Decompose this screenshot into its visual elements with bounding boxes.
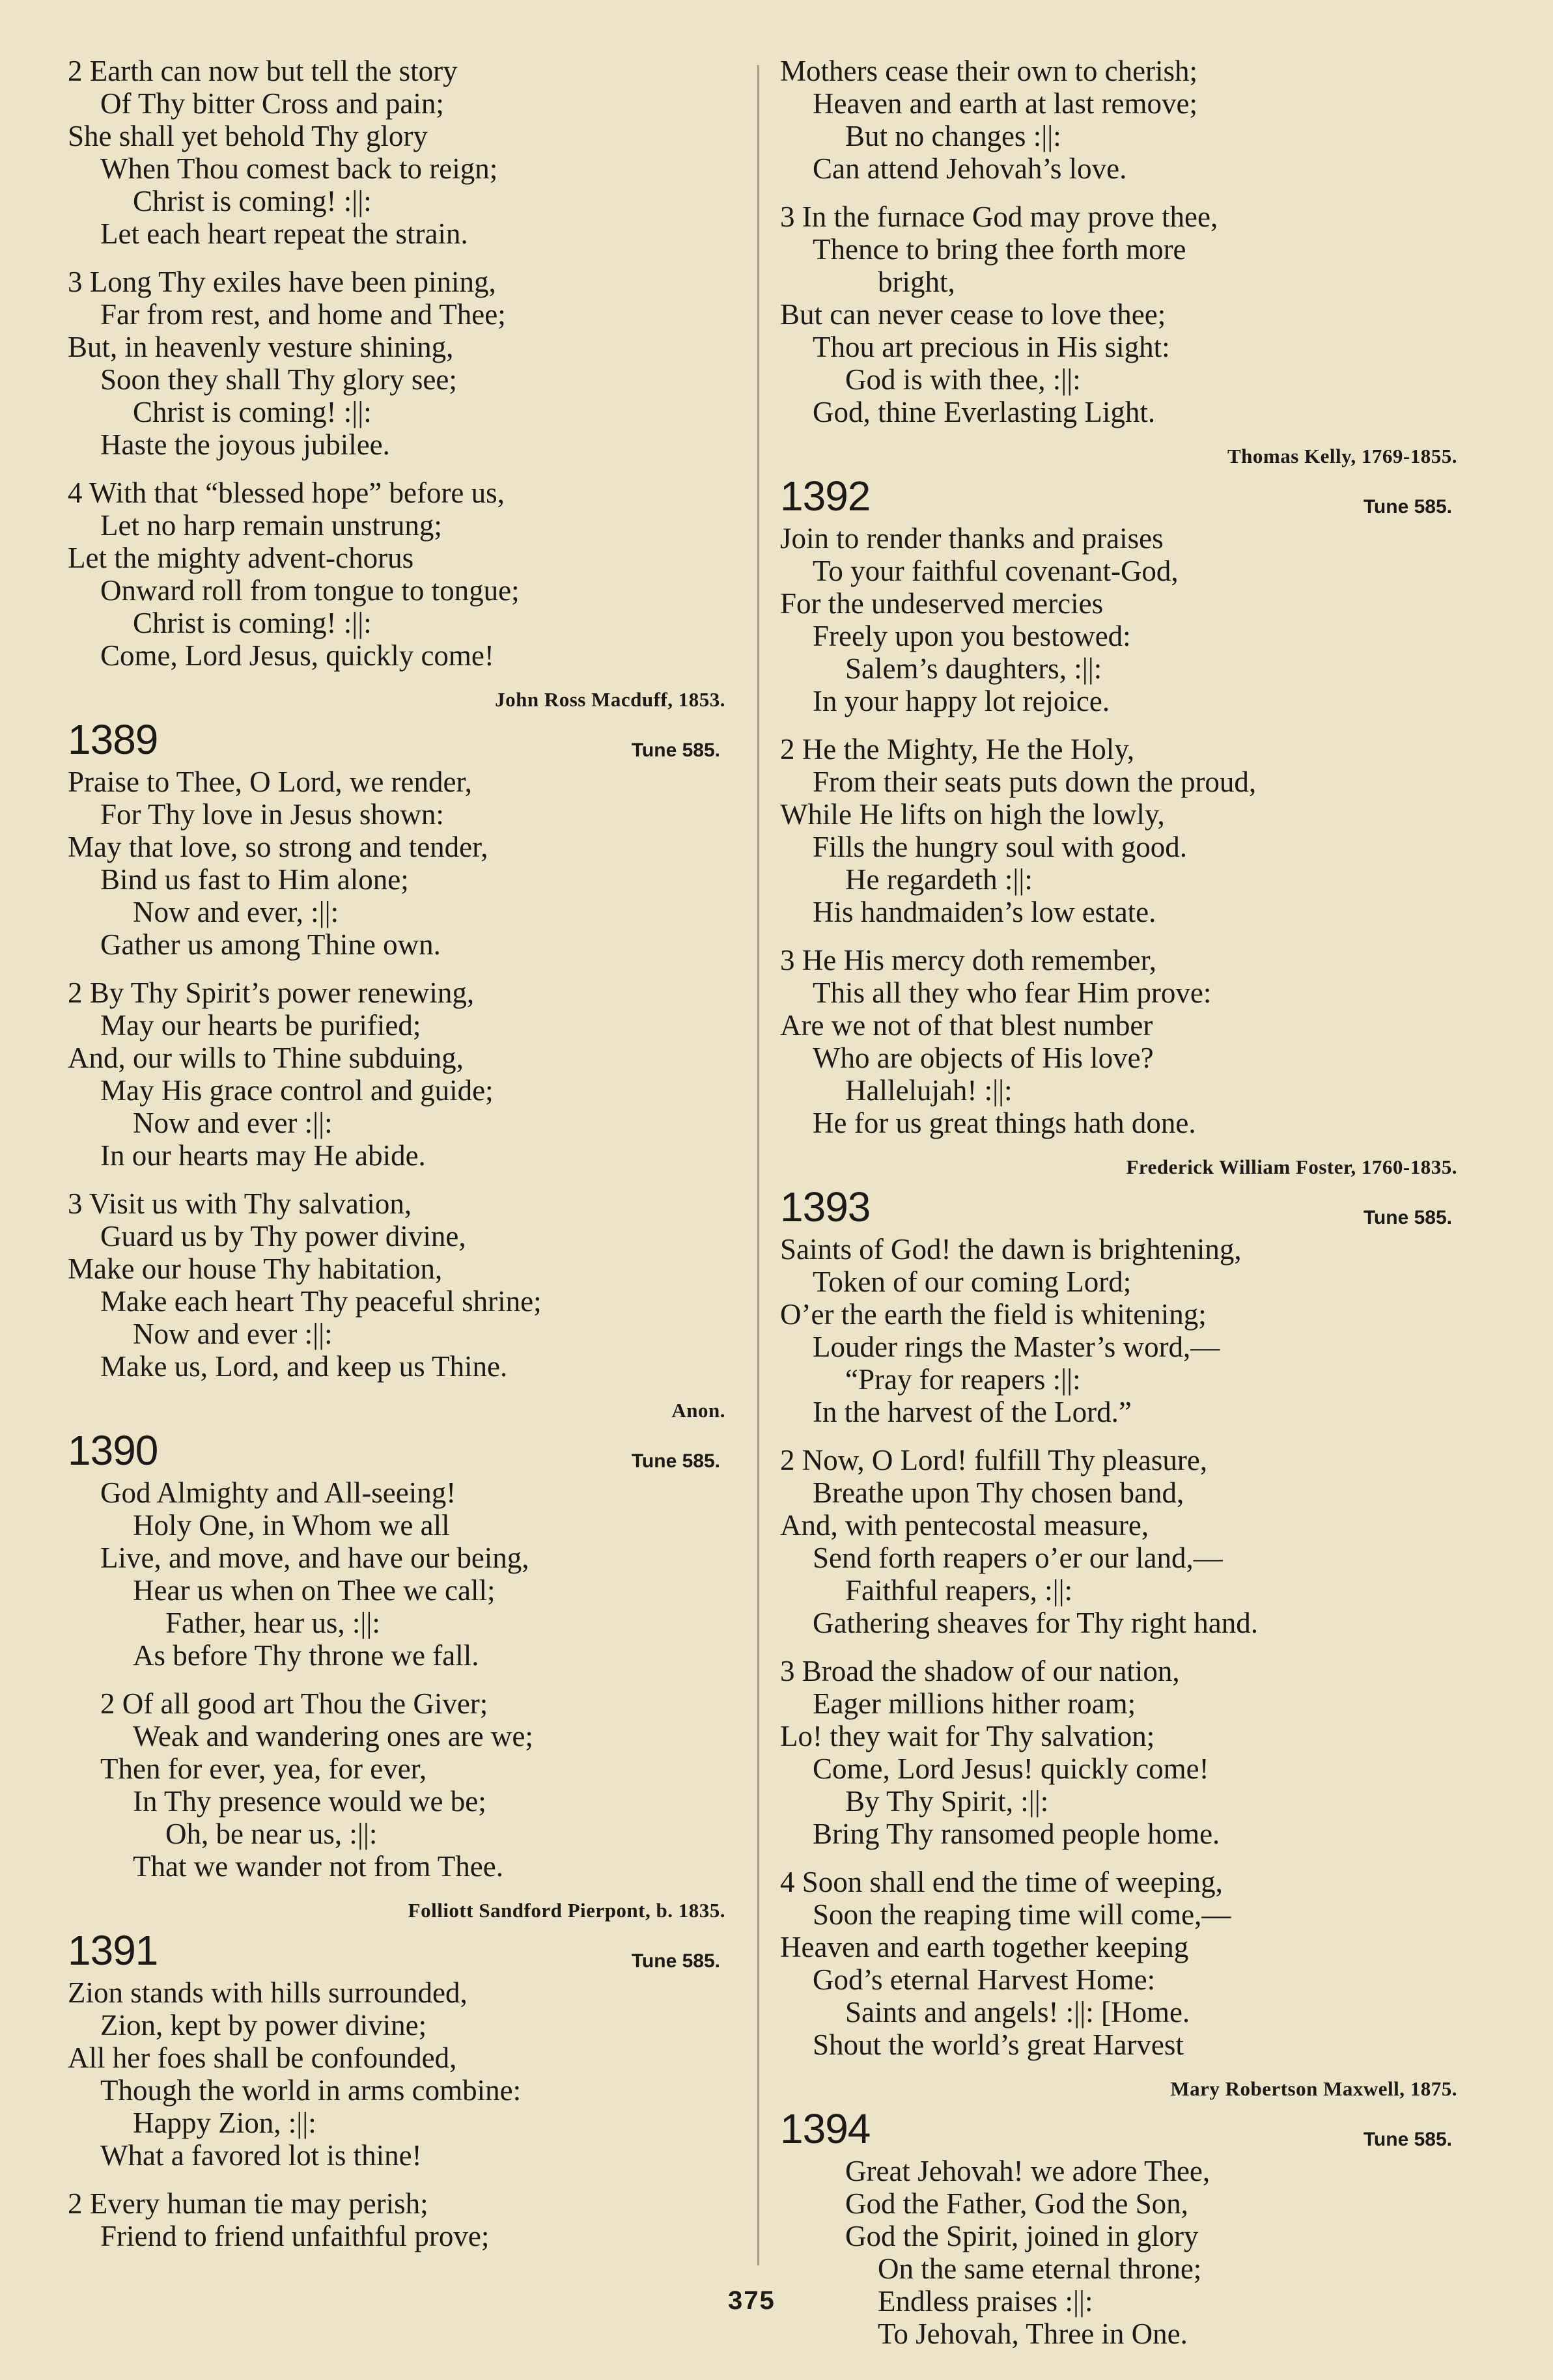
verse-line: 3 Visit us with Thy salvation, — [68, 1187, 412, 1220]
page-number: 375 — [728, 2286, 776, 2315]
verse-line: Endless praises :||: — [878, 2285, 1093, 2318]
author-credit: Anon. — [671, 1399, 725, 1422]
author-credit: John Ross Macduff, 1853. — [495, 688, 725, 711]
verse-line: What a favored lot is thine! — [100, 2139, 422, 2172]
stanza — [68, 266, 725, 461]
verse-line: On the same eternal throne; — [878, 2252, 1202, 2285]
verse-line: Soon they shall Thy glory see; — [100, 363, 457, 396]
verse-line: This all they who fear Him prove: — [813, 976, 1212, 1009]
verse-line: Make us, Lord, and keep us Thine. — [100, 1350, 508, 1383]
verse-line: And, our wills to Thine subduing, — [68, 1042, 464, 1074]
verse-line: Heaven and earth at last remove; — [813, 87, 1197, 120]
verse-line: 3 In the furnace God may prove thee, — [780, 201, 1218, 233]
verse-line: Faithful reapers, :||: — [845, 1574, 1073, 1607]
verse-line: Praise to Thee, O Lord, we render, — [68, 766, 472, 798]
verse-line: 4 Soon shall end the time of weeping, — [780, 1866, 1223, 1898]
verse-line: 2 Every human tie may perish; — [68, 2187, 428, 2220]
verse-line: Fills the hungry soul with good. — [813, 831, 1188, 863]
hymn-number: 1393 — [780, 1183, 871, 1230]
hymn-header — [68, 1926, 725, 1976]
stanza — [780, 55, 1457, 185]
verse-line: By Thy Spirit, :||: — [845, 1785, 1049, 1818]
stanza — [780, 1233, 1457, 1428]
verse-line: Let the mighty advent-chorus — [68, 542, 414, 574]
verse-line: Make each heart Thy peaceful shrine; — [100, 1285, 542, 1318]
stanza — [68, 1687, 725, 1883]
tune-reference: Tune 585. — [1363, 1207, 1452, 1228]
tune-reference: Tune 585. — [631, 1950, 720, 1972]
verse-line: Make our house Thy habitation, — [68, 1252, 443, 1285]
verse-line: Gather us among Thine own. — [100, 928, 441, 961]
verse-line: 4 With that “blessed hope” before us, — [68, 477, 505, 509]
stanza — [780, 944, 1457, 1139]
verse-line: Now and ever :||: — [133, 1107, 333, 1139]
verse-line: Zion, kept by power divine; — [100, 2009, 427, 2041]
verse-line: Friend to friend unfaithful prove; — [100, 2220, 490, 2252]
verse-line: Happy Zion, :||: — [133, 2107, 316, 2139]
verse-line: Saints of God! the dawn is brightening, — [780, 1233, 1242, 1266]
verse-line: Who are objects of His love? — [813, 1042, 1154, 1074]
verse-line: To Jehovah, Three in One. — [878, 2318, 1188, 2350]
verse-line: May His grace control and guide; — [100, 1074, 494, 1107]
stanza — [780, 1866, 1457, 2061]
hymn-header — [68, 1426, 725, 1476]
verse-line: But no changes :||: — [845, 120, 1061, 152]
stanza — [68, 1187, 725, 1383]
stanza — [68, 1976, 725, 2172]
stanza — [780, 522, 1457, 717]
verse-line: Bring Thy ransomed people home. — [813, 1818, 1220, 1850]
stanza — [68, 2187, 725, 2252]
verse-line: For Thy love in Jesus shown: — [100, 798, 444, 831]
verse-line: Father, hear us, :||: — [165, 1607, 380, 1639]
stanza — [780, 2155, 1457, 2350]
author-credit: Folliott Sandford Pierpont, b. 1835. — [408, 1899, 725, 1922]
verse-line: Guard us by Thy power divine, — [100, 1220, 466, 1252]
verse-line: Let each heart repeat the strain. — [100, 217, 468, 250]
verse-line: Send forth reapers o’er our land,— — [813, 1542, 1223, 1574]
verse-line: That we wander not from Thee. — [133, 1850, 503, 1883]
tune-reference: Tune 585. — [1363, 2129, 1452, 2150]
right-column — [780, 55, 1457, 2366]
verse-line: 3 He His mercy doth remember, — [780, 944, 1157, 976]
hymn-header — [68, 715, 725, 766]
author-credit: Thomas Kelly, 1769-1855. — [1227, 445, 1457, 467]
verse-line: God Almighty and All-seeing! — [100, 1476, 456, 1509]
verse-line: God the Father, God the Son, — [845, 2187, 1188, 2220]
stanza — [68, 477, 725, 672]
verse-line: While He lifts on high the lowly, — [780, 798, 1165, 831]
verse-line: Soon the reaping time will come,— — [813, 1898, 1231, 1931]
verse-line: “Pray for reapers :||: — [845, 1363, 1081, 1396]
author-credit: Mary Robertson Maxwell, 1875. — [1170, 2077, 1457, 2100]
verse-line: To your faithful covenant-God, — [813, 555, 1179, 587]
author-credit: Frederick William Foster, 1760-1835. — [1126, 1155, 1457, 1178]
verse-line: Now and ever, :||: — [133, 896, 339, 928]
stanza — [68, 766, 725, 961]
verse-line: But, in heavenly vesture shining, — [68, 331, 454, 363]
verse-line: 2 By Thy Spirit’s power renewing, — [68, 976, 475, 1009]
hymn-header — [780, 2104, 1457, 2155]
verse-line: Then for ever, yea, for ever, — [100, 1752, 427, 1785]
verse-line: He regardeth :||: — [845, 863, 1033, 896]
verse-line: Weak and wandering ones are we; — [133, 1720, 533, 1752]
stanza — [68, 55, 725, 250]
verse-line: Christ is coming! :||: — [133, 185, 372, 217]
verse-line: 3 Broad the shadow of our nation, — [780, 1655, 1180, 1687]
verse-line: In the harvest of the Lord.” — [813, 1396, 1132, 1428]
verse-line: Join to render thanks and praises — [780, 522, 1164, 555]
verse-line: But can never cease to love thee; — [780, 298, 1166, 331]
verse-line: For the undeserved mercies — [780, 587, 1104, 620]
verse-line: O’er the earth the field is whitening; — [780, 1298, 1207, 1331]
stanza — [780, 1444, 1457, 1639]
verse-line: Heaven and earth together keeping — [780, 1931, 1189, 1963]
tune-reference: Tune 585. — [631, 740, 720, 761]
hymn-number: 1394 — [780, 2105, 871, 2152]
verse-line: Live, and move, and have our being, — [100, 1542, 529, 1574]
verse-line: His handmaiden’s low estate. — [813, 896, 1156, 928]
verse-line: God, thine Everlasting Light. — [813, 396, 1156, 428]
verse-line: From their seats puts down the proud, — [813, 766, 1257, 798]
verse-line: 2 He the Mighty, He the Holy, — [780, 733, 1135, 766]
verse-line: God the Spirit, joined in glory — [845, 2220, 1199, 2252]
verse-line: In Thy presence would we be; — [133, 1785, 486, 1818]
verse-line: Thence to bring thee forth more — [813, 233, 1186, 266]
verse-line: Come, Lord Jesus, quickly come! — [100, 639, 494, 672]
hymn-number: 1391 — [68, 1927, 158, 1974]
verse-line: Oh, be near us, :||: — [165, 1818, 378, 1850]
verse-line: Eager millions hither roam; — [813, 1687, 1136, 1720]
verse-line: Lo! they wait for Thy salvation; — [780, 1720, 1155, 1752]
stanza — [68, 976, 725, 1172]
verse-line: Token of our coming Lord; — [813, 1266, 1132, 1298]
left-column — [68, 55, 725, 2268]
verse-line: Come, Lord Jesus! quickly come! — [813, 1752, 1209, 1785]
verse-line: Hear us when on Thee we call; — [133, 1574, 496, 1607]
verse-line: In your happy lot rejoice. — [813, 685, 1110, 717]
tune-reference: Tune 585. — [631, 1450, 720, 1472]
verse-line: As before Thy throne we fall. — [133, 1639, 479, 1672]
verse-line: 3 Long Thy exiles have been pining, — [68, 266, 496, 298]
verse-line: Let no harp remain unstrung; — [100, 509, 442, 542]
verse-line: Christ is coming! :||: — [133, 607, 372, 639]
verse-line: She shall yet behold Thy glory — [68, 120, 428, 152]
hymn-number: 1392 — [780, 473, 871, 519]
verse-line: God is with thee, :||: — [845, 363, 1081, 396]
verse-line: bright, — [878, 266, 955, 298]
verse-line: Haste the joyous jubilee. — [100, 428, 390, 461]
hymn-number: 1390 — [68, 1427, 158, 1474]
verse-line: In our hearts may He abide. — [100, 1139, 426, 1172]
hymn-number: 1389 — [68, 716, 158, 763]
verse-line: Of Thy bitter Cross and pain; — [100, 87, 444, 120]
verse-line: Louder rings the Master’s word,— — [813, 1331, 1220, 1363]
verse-line: Thou art precious in His sight: — [813, 331, 1170, 363]
verse-line: May our hearts be purified; — [100, 1009, 421, 1042]
column-divider — [757, 65, 759, 2265]
verse-line: Can attend Jehovah’s love. — [813, 152, 1127, 185]
stanza — [68, 1476, 725, 1672]
verse-line: Zion stands with hills surrounded, — [68, 1976, 468, 2009]
verse-line: 2 Of all good art Thou the Giver; — [100, 1687, 488, 1720]
verse-line: All her foes shall be confounded, — [68, 2041, 457, 2074]
verse-line: Onward roll from tongue to tongue; — [100, 574, 520, 607]
verse-line: Great Jehovah! we adore Thee, — [845, 2155, 1210, 2187]
verse-line: Salem’s daughters, :||: — [845, 652, 1102, 685]
verse-line: Shout the world’s great Harvest — [813, 2028, 1184, 2061]
verse-line: Bind us fast to Him alone; — [100, 863, 409, 896]
verse-line: Now and ever :||: — [133, 1318, 333, 1350]
verse-line: He for us great things hath done. — [813, 1107, 1196, 1139]
verse-line: When Thou comest back to reign; — [100, 152, 498, 185]
verse-line: Saints and angels! :||: [Home. — [845, 1996, 1190, 2028]
verse-line: 2 Earth can now but tell the story — [68, 55, 458, 87]
stanza — [780, 1655, 1457, 1850]
verse-line: Holy One, in Whom we all — [133, 1509, 450, 1542]
verse-line: May that love, so strong and tender, — [68, 831, 488, 863]
hymn-header — [780, 1182, 1457, 1233]
verse-line: And, with pentecostal measure, — [780, 1509, 1149, 1542]
verse-line: Though the world in arms combine: — [100, 2074, 522, 2107]
verse-line: God’s eternal Harvest Home: — [813, 1963, 1156, 1996]
stanza — [780, 201, 1457, 428]
stanza — [780, 733, 1457, 928]
tune-reference: Tune 585. — [1363, 496, 1452, 518]
verse-line: Far from rest, and home and Thee; — [100, 298, 506, 331]
verse-line: Christ is coming! :||: — [133, 396, 372, 428]
verse-line: Freely upon you bestowed: — [813, 620, 1131, 652]
verse-line: Gathering sheaves for Thy right hand. — [813, 1607, 1258, 1639]
verse-line: Hallelujah! :||: — [845, 1074, 1013, 1107]
verse-line: Breathe upon Thy chosen band, — [813, 1476, 1184, 1509]
verse-line: Mothers cease their own to cherish; — [780, 55, 1198, 87]
hymn-header — [780, 471, 1457, 522]
verse-line: Are we not of that blest number — [780, 1009, 1153, 1042]
verse-line: 2 Now, O Lord! fulfill Thy pleasure, — [780, 1444, 1208, 1476]
